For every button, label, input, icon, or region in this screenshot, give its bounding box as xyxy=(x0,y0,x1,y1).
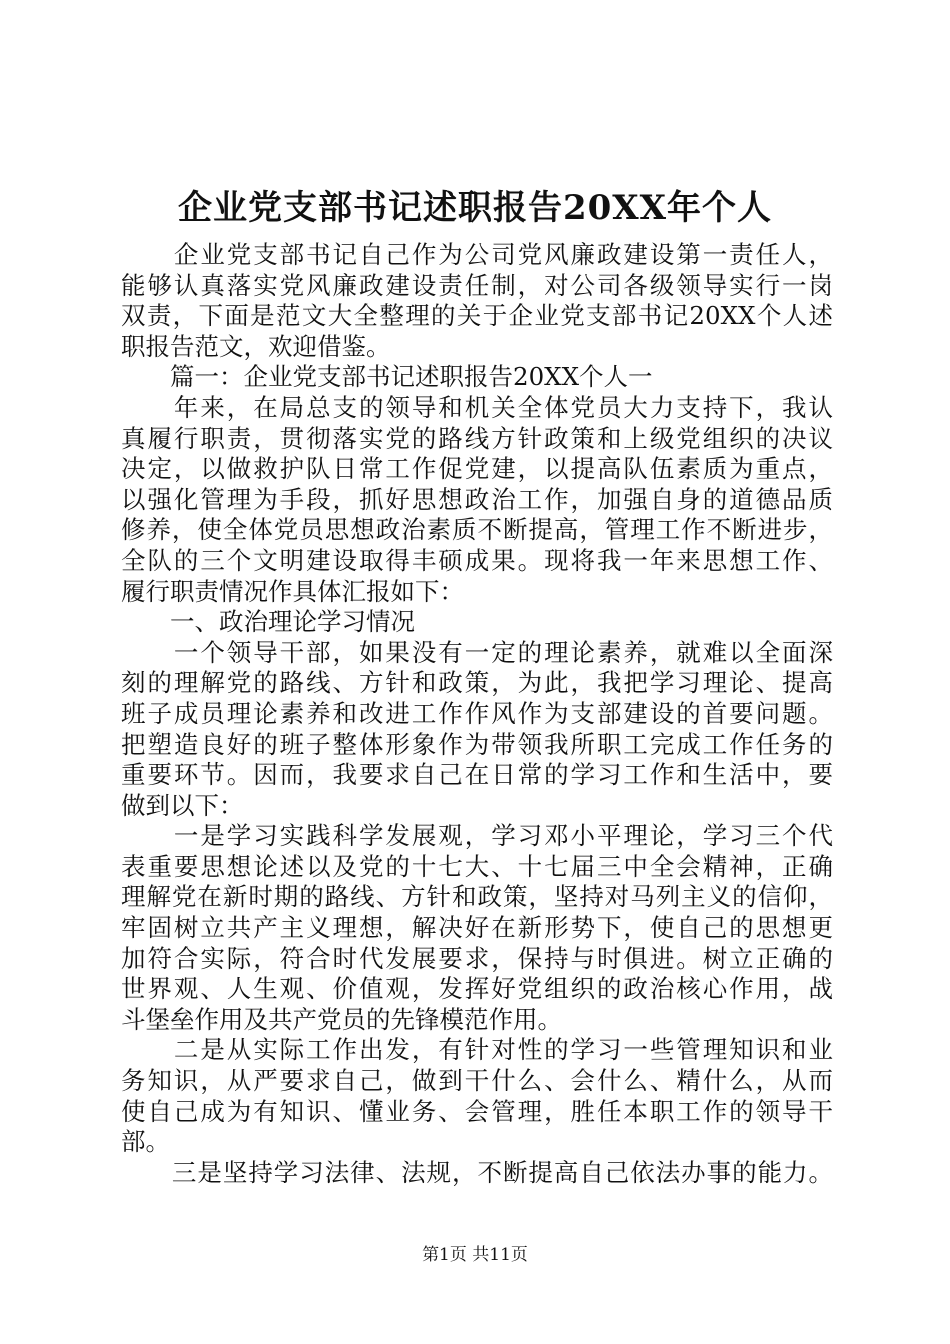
text-line: 世界观、人生观、价值观，发挥好党组织的政治核心作用，战 xyxy=(121,974,833,1004)
text-line: 以强化管理为手段，抓好思想政治工作，加强自身的道德品质 xyxy=(121,484,833,514)
text-line: 把塑造良好的班子整体形象作为带领我所职工完成工作任务的 xyxy=(121,729,833,759)
text-line: 企业党支部书记自己作为公司党风廉政建设第一责任人， xyxy=(121,240,833,269)
text-line: 一是学习实践科学发展观，学习邓小平理论，学习三个代 xyxy=(121,821,833,851)
text-line: 决定，以做救护队日常工作促党建，以提高队伍素质为重点， xyxy=(121,454,833,484)
text-line: 真履行职责，贯彻落实党的路线方针政策和上级党组织的决议 xyxy=(121,423,833,453)
text-line: 做到以下： xyxy=(121,790,244,820)
text-line: 履行职责情况作具体汇报如下： xyxy=(121,576,464,606)
document-body xyxy=(121,240,833,1188)
text-line: 理解党在新时期的路线、方针和政策，坚持对马列主义的信仰， xyxy=(121,882,833,912)
text-line: 篇一：企业党支部书记述职报告20XX个人一 xyxy=(121,362,653,392)
text-line: 能够认真落实党风廉政建设责任制，对公司各级领导实行一岗 xyxy=(121,270,833,300)
text-line: 加符合实际，符合时代发展要求，保持与时俱进。树立正确的 xyxy=(121,943,833,973)
page-footer: 第1页 共11页 xyxy=(422,1245,528,1265)
text-line: 刻的理解党的路线、方针和政策，为此，我把学习理论、提高 xyxy=(121,668,833,698)
text-line: 三是坚持学习法律、法规，不断提高自己依法办事的能力。 xyxy=(121,1157,833,1187)
text-line: 斗堡垒作用及共产党员的先锋模范作用。 xyxy=(121,1004,562,1034)
text-line: 使自己成为有知识、懂业务、会管理，胜任本职工作的领导干 xyxy=(121,1096,833,1126)
text-line: 修养，使全体党员思想政治素质不断提高，管理工作不断进步， xyxy=(121,515,833,545)
text-line: 一、政治理论学习情况 xyxy=(121,607,415,637)
text-line: 牢固树立共产主义理想，解决好在新形势下，使自己的思想更 xyxy=(121,913,833,943)
text-line: 重要环节。因而，我要求自己在日常的学习工作和生活中，要 xyxy=(121,760,833,790)
text-line: 双责，下面是范文大全整理的关于企业党支部书记20XX个人述 xyxy=(121,301,833,331)
text-line: 部。 xyxy=(121,1127,170,1157)
text-line: 表重要思想论述以及党的十七大、十七届三中全会精神，正确 xyxy=(121,851,833,881)
text-line: 职报告范文，欢迎借鉴。 xyxy=(121,331,391,361)
document-title: 企业党支部书记述职报告20XX年个人 xyxy=(177,188,773,228)
text-line: 一个领导干部，如果没有一定的理论素养，就难以全面深 xyxy=(121,637,833,667)
text-line: 二是从实际工作出发，有针对性的学习一些管理知识和业 xyxy=(121,1035,833,1065)
text-line: 年来，在局总支的领导和机关全体党员大力支持下，我认 xyxy=(121,392,833,422)
text-line: 全队的三个文明建设取得丰硕成果。现将我一年来思想工作、 xyxy=(121,545,833,575)
text-line: 务知识，从严要求自己，做到干什么、会什么、精什么，从而 xyxy=(121,1066,833,1096)
text-line: 班子成员理论素养和改进工作作风作为支部建设的首要问题。 xyxy=(121,698,833,728)
